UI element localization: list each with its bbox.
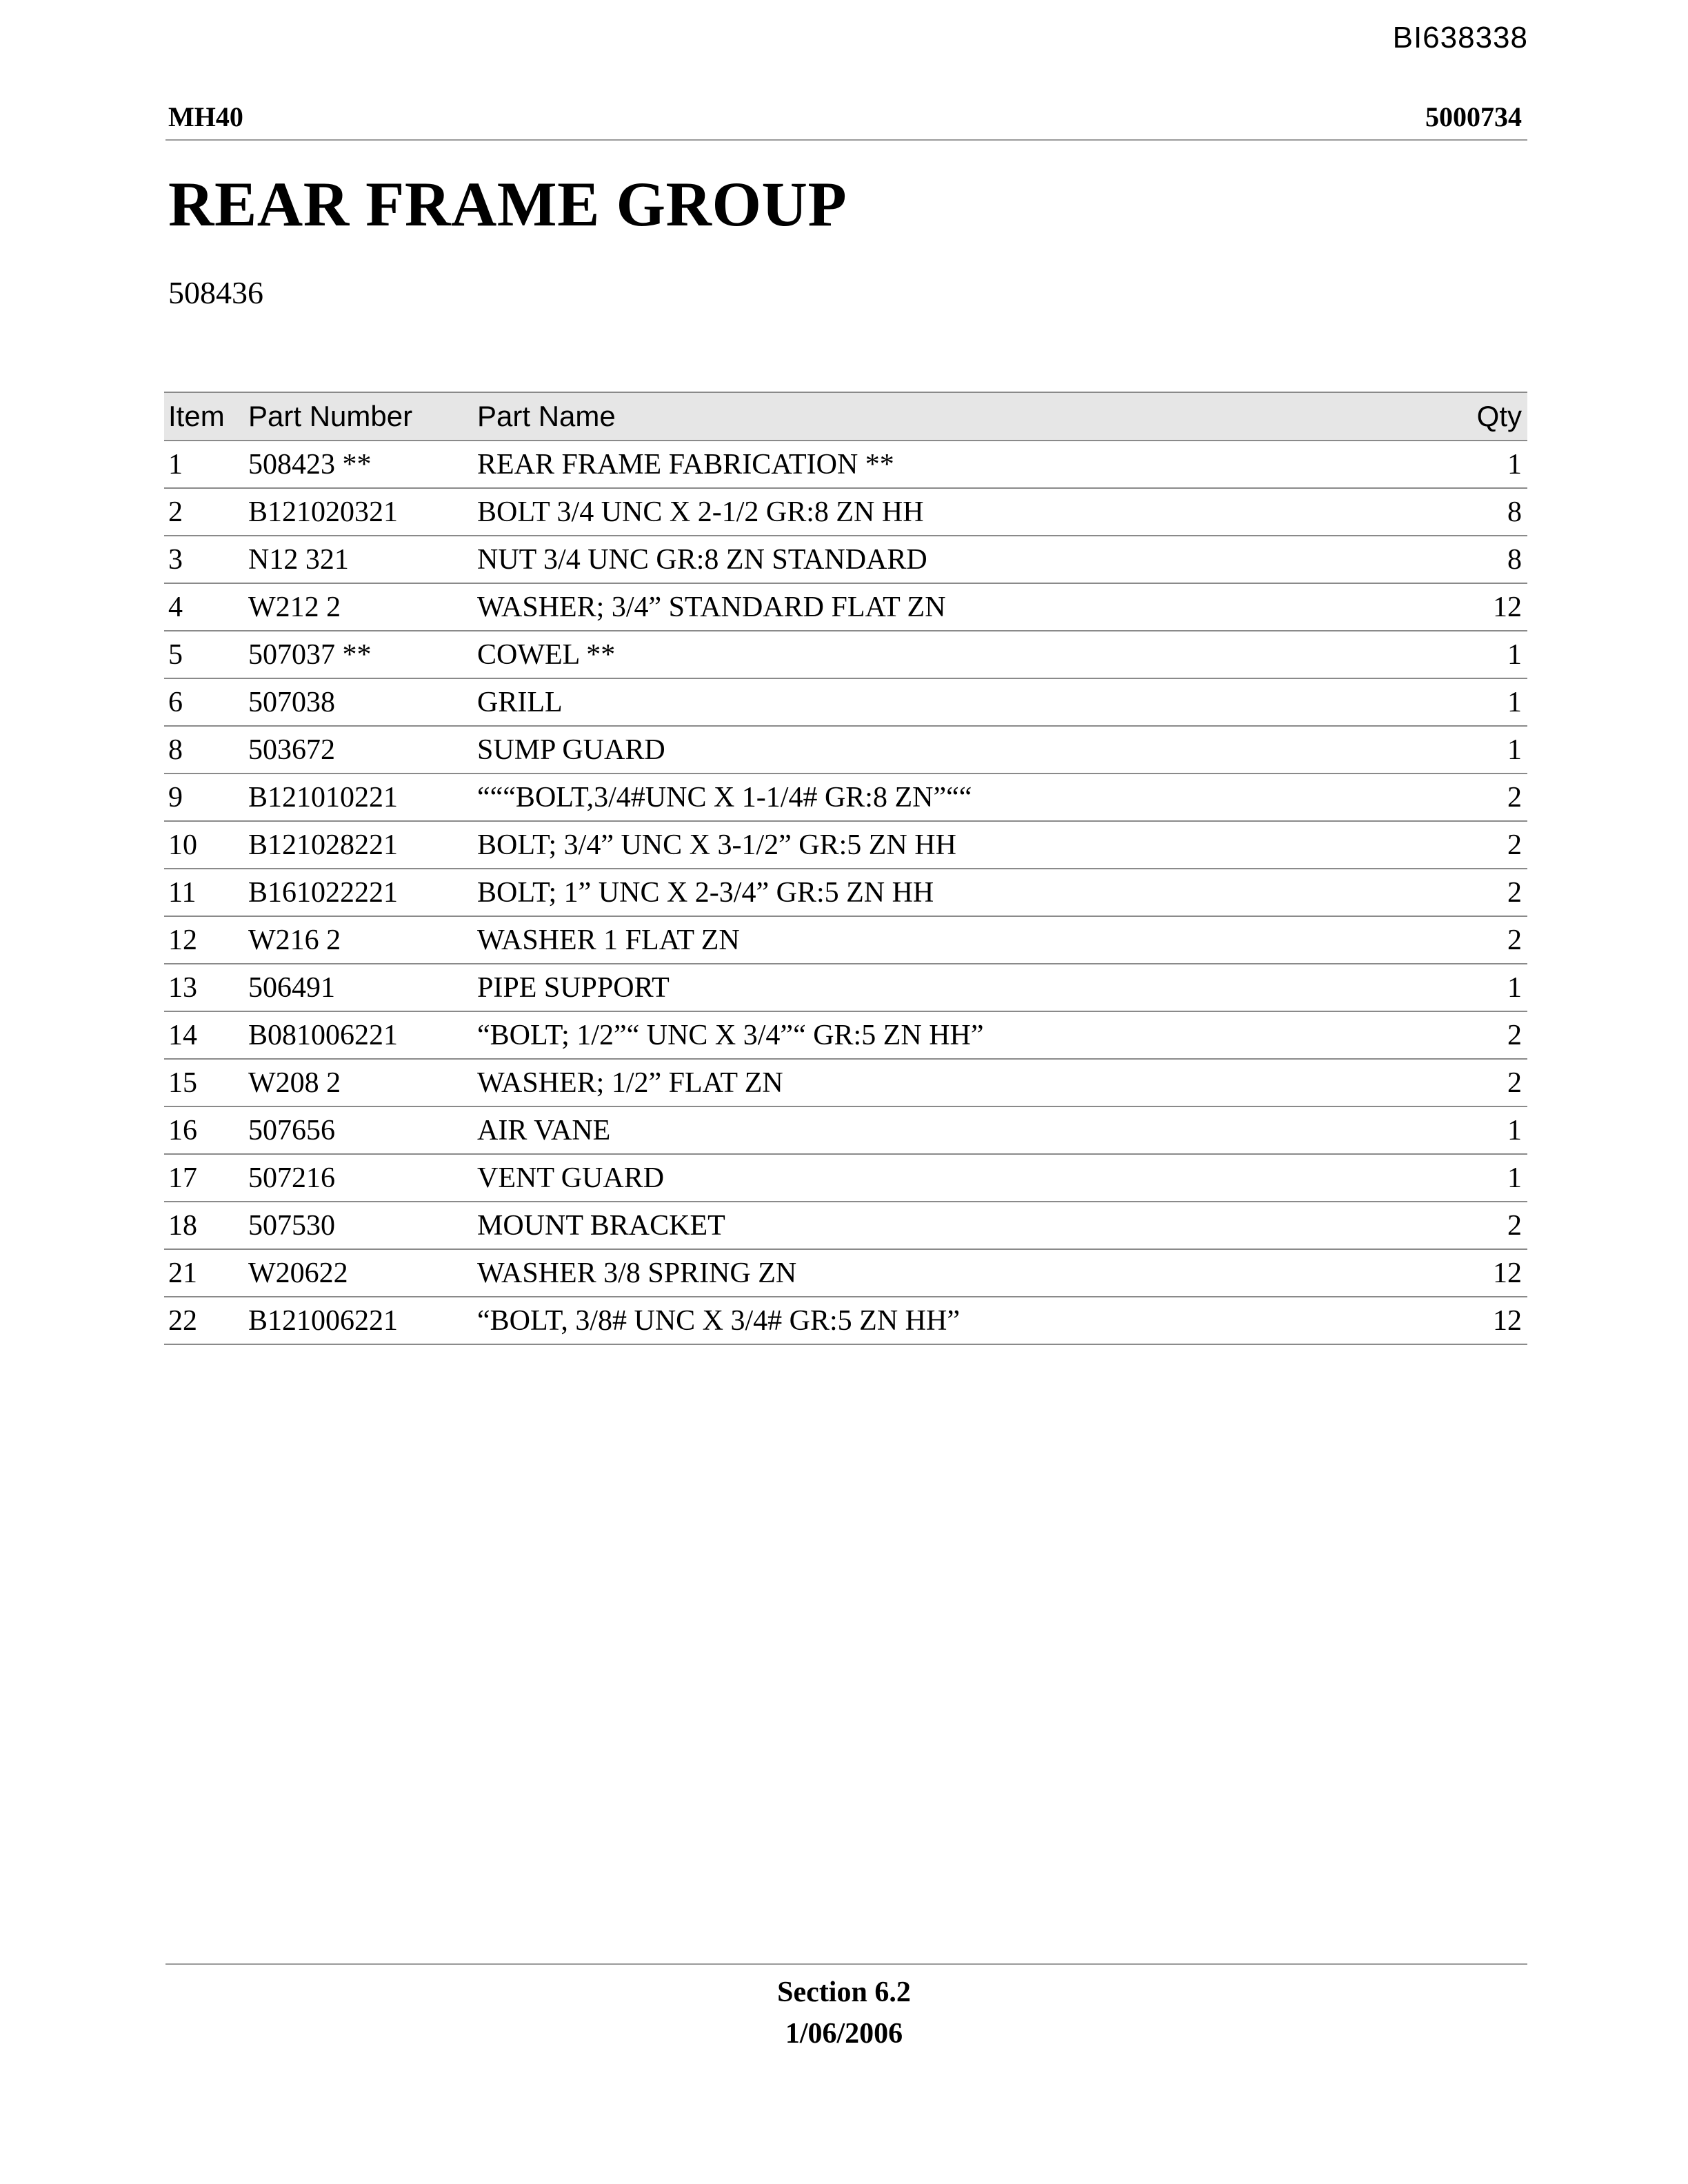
- revision-date: 1/06/2006: [785, 2018, 903, 2050]
- part-name-cell: BOLT; 1” UNC X 2-3/4” GR:5 ZN HH: [473, 869, 1435, 916]
- parts-table-body: [164, 441, 1527, 1344]
- column-header-qty: Qty: [1435, 392, 1527, 441]
- footer-divider: [165, 1963, 1527, 1965]
- part-number-cell: B121006221: [244, 1297, 473, 1344]
- part-number-cell: B081006221: [244, 1011, 473, 1059]
- table-row: [164, 536, 1527, 583]
- table-header-row: [164, 392, 1527, 441]
- qty-cell: 1: [1435, 726, 1527, 774]
- qty-cell: 2: [1435, 1202, 1527, 1249]
- part-name-cell: GRILL: [473, 678, 1435, 726]
- qty-cell: 1: [1435, 631, 1527, 678]
- qty-cell: 2: [1435, 1011, 1527, 1059]
- part-number-cell: 507037 **: [244, 631, 473, 678]
- part-number-cell: 507038: [244, 678, 473, 726]
- table-row: [164, 916, 1527, 964]
- parts-table: [164, 392, 1527, 1345]
- table-row: [164, 964, 1527, 1011]
- part-name-cell: NUT 3/4 UNC GR:8 ZN STANDARD: [473, 536, 1435, 583]
- table-row: [164, 488, 1527, 536]
- part-name-cell: “BOLT, 3/8# UNC X 3/4# GR:5 ZN HH”: [473, 1297, 1435, 1344]
- item-cell: 18: [164, 1202, 244, 1249]
- part-number-cell: 503672: [244, 726, 473, 774]
- part-number-cell: N12 321: [244, 536, 473, 583]
- table-row: [164, 726, 1527, 774]
- document-number: 5000734: [1425, 101, 1522, 132]
- document-id: BI638338: [1392, 21, 1528, 54]
- item-cell: 4: [164, 583, 244, 631]
- part-name-cell: SUMP GUARD: [473, 726, 1435, 774]
- item-cell: 16: [164, 1106, 244, 1154]
- table-row: [164, 1059, 1527, 1106]
- item-cell: 10: [164, 821, 244, 869]
- qty-cell: 2: [1435, 774, 1527, 821]
- part-name-cell: COWEL **: [473, 631, 1435, 678]
- table-row: [164, 821, 1527, 869]
- item-cell: 3: [164, 536, 244, 583]
- part-number-cell: 507216: [244, 1154, 473, 1202]
- table-row: [164, 1011, 1527, 1059]
- item-cell: 2: [164, 488, 244, 536]
- item-cell: 12: [164, 916, 244, 964]
- part-name-cell: VENT GUARD: [473, 1154, 1435, 1202]
- part-name-cell: PIPE SUPPORT: [473, 964, 1435, 1011]
- item-cell: 6: [164, 678, 244, 726]
- item-cell: 17: [164, 1154, 244, 1202]
- part-number-cell: B121020321: [244, 488, 473, 536]
- part-number-cell: 508423 **: [244, 441, 473, 488]
- qty-cell: 12: [1435, 583, 1527, 631]
- page-title: REAR FRAME GROUP: [168, 169, 847, 239]
- page-footer: [0, 1972, 1688, 2054]
- qty-cell: 2: [1435, 869, 1527, 916]
- part-name-cell: MOUNT BRACKET: [473, 1202, 1435, 1249]
- item-cell: 1: [164, 441, 244, 488]
- item-cell: 11: [164, 869, 244, 916]
- part-number-cell: B161022221: [244, 869, 473, 916]
- part-number-cell: 507530: [244, 1202, 473, 1249]
- part-name-cell: WASHER; 3/4” STANDARD FLAT ZN: [473, 583, 1435, 631]
- column-header-item: Item: [164, 392, 244, 441]
- column-header-part-name: Part Name: [473, 392, 1435, 441]
- table-row: [164, 1249, 1527, 1297]
- table-row: [164, 678, 1527, 726]
- model-label: MH40: [168, 101, 243, 132]
- part-name-cell: REAR FRAME FABRICATION **: [473, 441, 1435, 488]
- qty-cell: 2: [1435, 821, 1527, 869]
- part-number-cell: W216 2: [244, 916, 473, 964]
- qty-cell: 12: [1435, 1249, 1527, 1297]
- item-cell: 13: [164, 964, 244, 1011]
- table-row: [164, 583, 1527, 631]
- qty-cell: 1: [1435, 1154, 1527, 1202]
- table-row: [164, 631, 1527, 678]
- group-number: 508436: [168, 275, 263, 310]
- qty-cell: 12: [1435, 1297, 1527, 1344]
- column-header-part-number: Part Number: [244, 392, 473, 441]
- part-number-cell: 507656: [244, 1106, 473, 1154]
- qty-cell: 2: [1435, 1059, 1527, 1106]
- part-name-cell: BOLT 3/4 UNC X 2-1/2 GR:8 ZN HH: [473, 488, 1435, 536]
- part-name-cell: AIR VANE: [473, 1106, 1435, 1154]
- item-cell: 15: [164, 1059, 244, 1106]
- item-cell: 21: [164, 1249, 244, 1297]
- section-label: Section 6.2: [777, 1976, 911, 2008]
- qty-cell: 1: [1435, 964, 1527, 1011]
- part-number-cell: W208 2: [244, 1059, 473, 1106]
- table-row: [164, 1297, 1527, 1344]
- item-cell: 9: [164, 774, 244, 821]
- qty-cell: 2: [1435, 916, 1527, 964]
- table-row: [164, 774, 1527, 821]
- table-row: [164, 869, 1527, 916]
- part-number-cell: W212 2: [244, 583, 473, 631]
- qty-cell: 1: [1435, 1106, 1527, 1154]
- qty-cell: 1: [1435, 441, 1527, 488]
- part-name-cell: WASHER 1 FLAT ZN: [473, 916, 1435, 964]
- part-number-cell: B121010221: [244, 774, 473, 821]
- qty-cell: 1: [1435, 678, 1527, 726]
- table-row: [164, 1106, 1527, 1154]
- item-cell: 14: [164, 1011, 244, 1059]
- item-cell: 22: [164, 1297, 244, 1344]
- part-name-cell: WASHER; 1/2” FLAT ZN: [473, 1059, 1435, 1106]
- qty-cell: 8: [1435, 536, 1527, 583]
- qty-cell: 8: [1435, 488, 1527, 536]
- part-number-cell: W20622: [244, 1249, 473, 1297]
- table-row: [164, 1154, 1527, 1202]
- table-row: [164, 441, 1527, 488]
- part-number-cell: B121028221: [244, 821, 473, 869]
- part-name-cell: BOLT; 3/4” UNC X 3-1/2” GR:5 ZN HH: [473, 821, 1435, 869]
- item-cell: 8: [164, 726, 244, 774]
- part-name-cell: WASHER 3/8 SPRING ZN: [473, 1249, 1435, 1297]
- item-cell: 5: [164, 631, 244, 678]
- part-number-cell: 506491: [244, 964, 473, 1011]
- table-row: [164, 1202, 1527, 1249]
- part-name-cell: “BOLT; 1/2”“ UNC X 3/4”“ GR:5 ZN HH”: [473, 1011, 1435, 1059]
- part-name-cell: “““BOLT,3/4#UNC X 1-1/4# GR:8 ZN”““: [473, 774, 1435, 821]
- page-header: [165, 101, 1527, 141]
